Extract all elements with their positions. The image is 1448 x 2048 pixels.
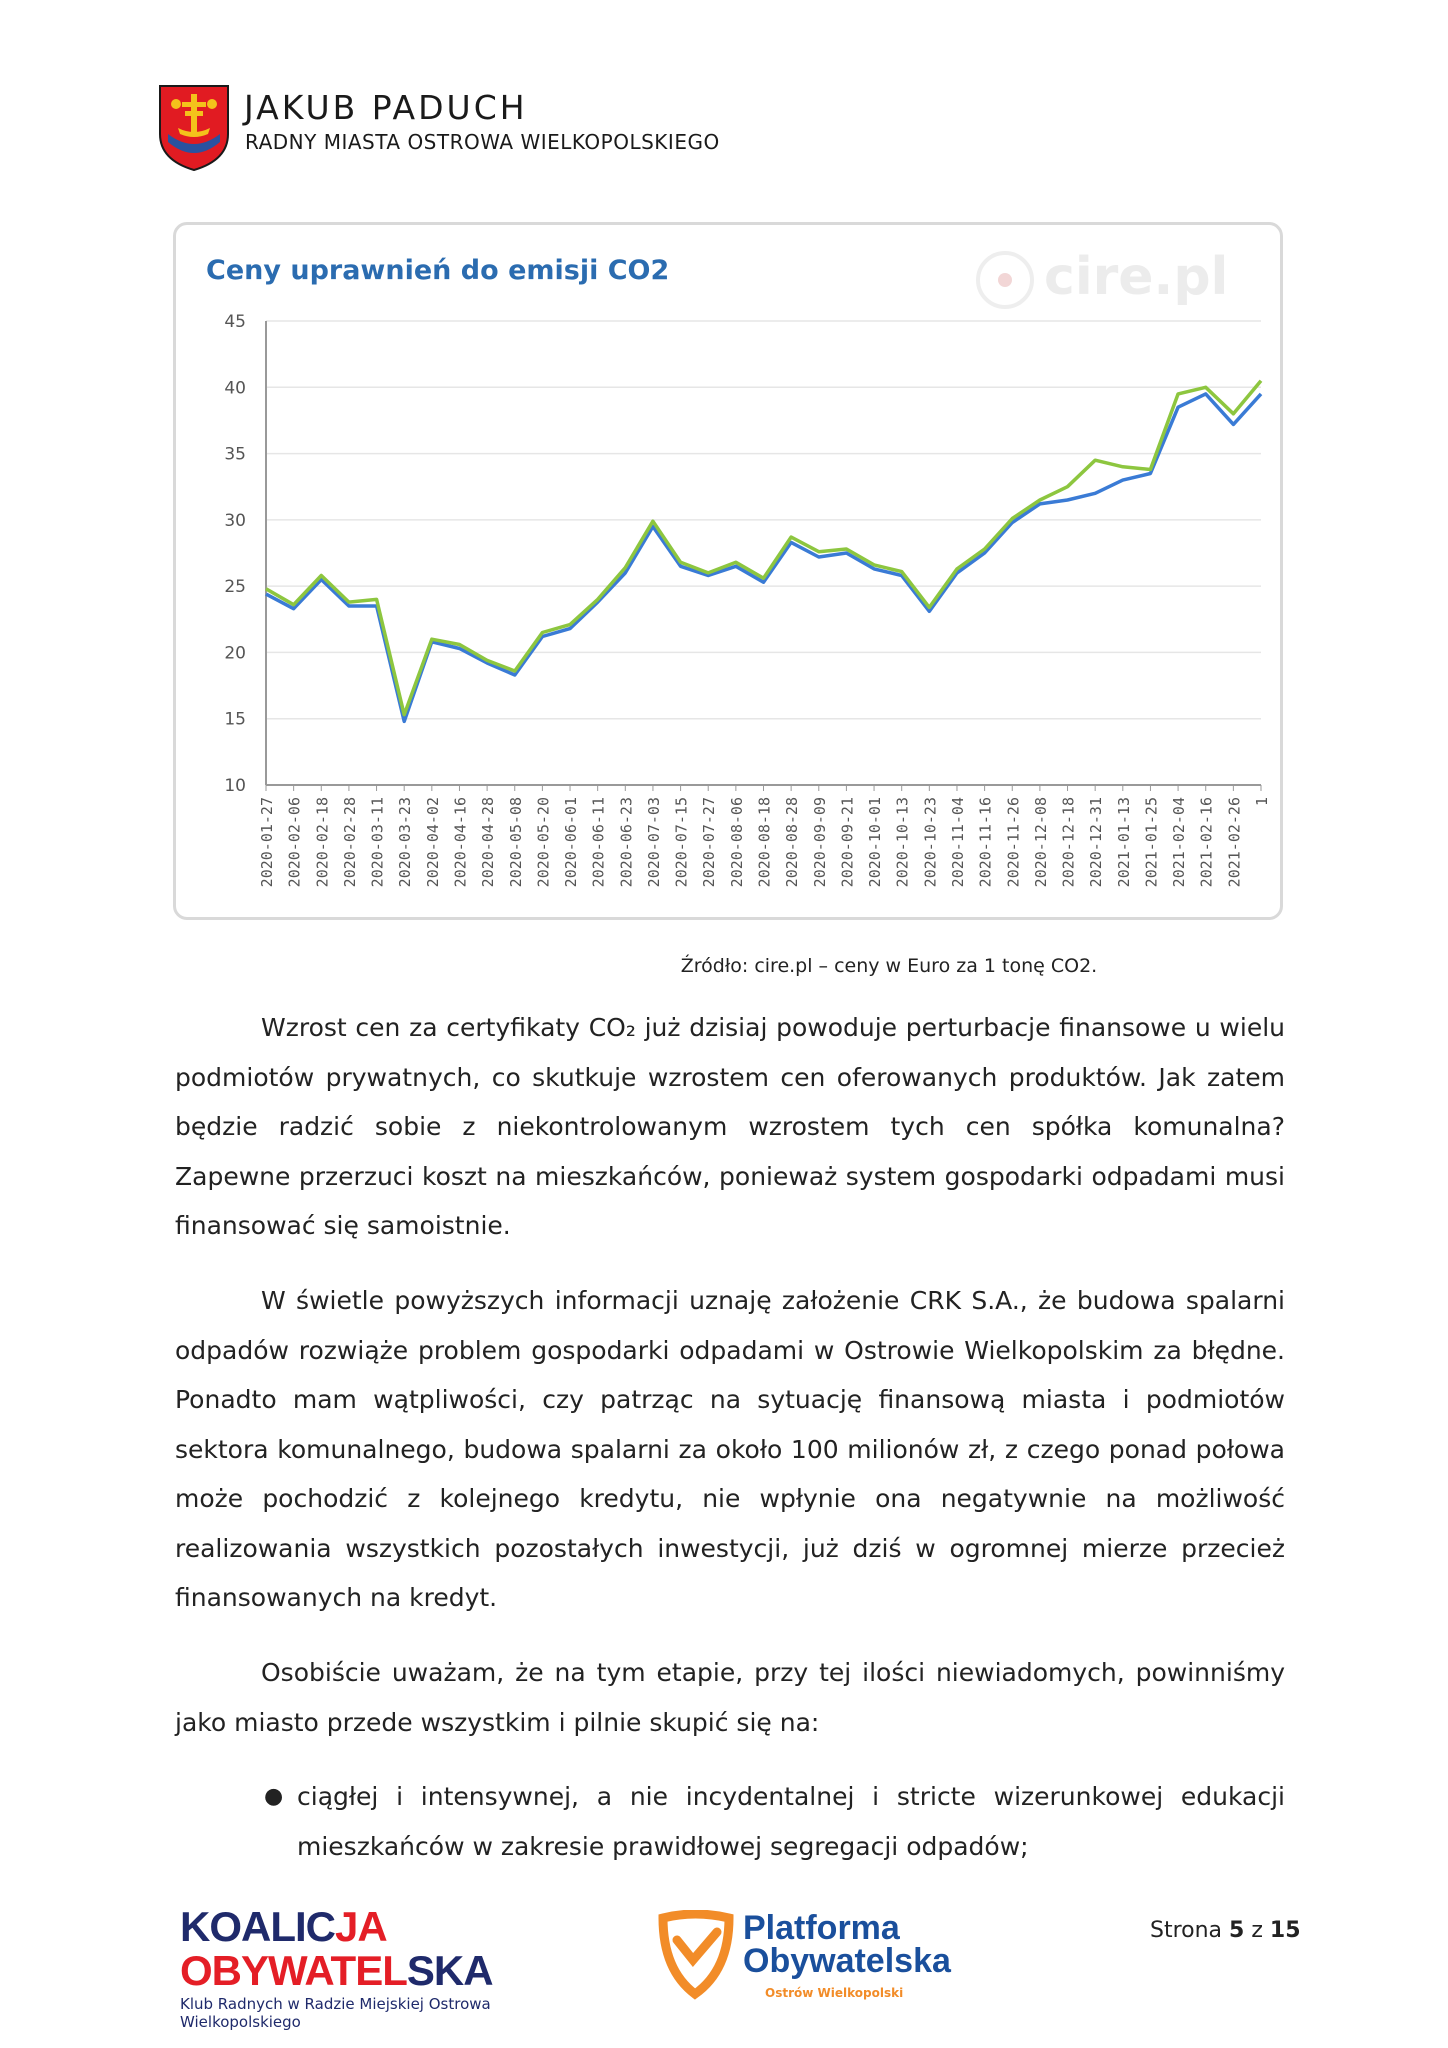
x-tick-label: 2020-02-28 — [340, 797, 359, 888]
x-tick-label: 2020-12-31 — [1087, 797, 1106, 888]
x-tick-label: 2020-10-23 — [921, 797, 940, 888]
koalicja-logo: KOALICJA OBYWATELSKA Klub Radnych w Radzie Miejskiej Ostrowa Wielkopolskiego — [180, 1903, 493, 2031]
x-tick-label: 2020-08-18 — [755, 797, 774, 888]
platforma-logo: Platforma Obywatelska Ostrów Wielkopolski — [655, 1910, 975, 2010]
x-tick-label: 2020-01-27 — [258, 797, 276, 888]
y-tick-label: 35 — [224, 444, 246, 465]
x-tick-label: 2020-07-27 — [700, 797, 719, 888]
x-tick-label: 2020-04-28 — [479, 797, 498, 888]
x-tick-label: 2020-06-23 — [617, 797, 636, 888]
x-tick-label: 2020-02-18 — [313, 797, 332, 888]
x-tick-label: 2020-03-11 — [368, 797, 387, 888]
x-tick-label: 2020-10-13 — [893, 797, 912, 888]
x-tick-label: 2020-09-21 — [838, 797, 857, 888]
x-tick-label: 2020-11-16 — [976, 797, 995, 888]
x-tick-label: 2021-02-26 — [1225, 797, 1244, 888]
x-tick-label: 2020-04-02 — [423, 797, 442, 888]
x-tick-label: 2021-02-04 — [1170, 797, 1189, 888]
series-line-1 — [266, 394, 1261, 722]
page-header — [158, 84, 1058, 174]
chart-title: Ceny uprawnień do emisji CO2 — [206, 255, 670, 286]
x-tick-label: 2020-12-08 — [1031, 797, 1050, 888]
y-tick-label: 40 — [224, 378, 246, 399]
coat-of-arms-icon — [158, 84, 230, 172]
x-tick-label: 2020-06-11 — [589, 797, 608, 888]
x-tick-label: 2020-08-06 — [727, 797, 746, 888]
chart-plot — [176, 225, 1280, 917]
author-role: RADNY MIASTA OSTROWA WIELKOPOLSKIEGO — [245, 130, 720, 154]
chart-watermark: cire.pl — [976, 247, 1228, 309]
y-tick-label: 30 — [224, 510, 246, 531]
x-tick-label: 2020-09-09 — [810, 797, 829, 888]
paragraph-1: Wzrost cen za certyfikaty CO₂ już dzisiaj powoduje perturbacje finansowe u wielu podmiotów prywatnych, co skutkuje wzrostem cen oferowanych produktów. Jak zatem będzie radzić sobie z niekontrolowanym wzrostem tych cen spółka komunalna? Zapewne przerzuci koszt na mieszkańców, ponieważ system gospodarki odpadami musi finansować się samoistnie. — [175, 1013, 1285, 1240]
x-tick-label: 2020-11-26 — [1004, 797, 1023, 888]
x-tick-label: 2021-01-13 — [1114, 797, 1133, 888]
author-name: JAKUB PADUCH — [244, 88, 528, 127]
x-tick-label: 2020-11-04 — [948, 797, 967, 888]
series-line-2 — [266, 381, 1261, 715]
chart-caption: Źródło: cire.pl – ceny w Euro za 1 tonę CO2. — [680, 955, 1098, 977]
list-item: ciągłej i intensywnej, a nie incydentalnej i stricte wizerunkowej edukacji mieszkańców w zakresie prawidłowej segregacji odpadów; — [297, 1782, 1285, 1861]
x-tick-label: 1 — [1253, 797, 1271, 807]
x-tick-label: 2020-04-16 — [451, 797, 470, 888]
x-tick-label: 2020-05-20 — [534, 797, 553, 888]
x-tick-label: 2020-07-03 — [644, 797, 663, 888]
x-tick-label: 2020-02-06 — [285, 797, 304, 888]
y-tick-label: 25 — [224, 577, 246, 598]
co2-price-chart — [173, 222, 1283, 920]
x-tick-label: 2020-08-28 — [783, 797, 802, 888]
x-tick-label: 2020-12-18 — [1059, 797, 1078, 888]
y-tick-label: 45 — [224, 312, 246, 332]
bullet-icon: ● — [264, 1784, 284, 1809]
y-tick-label: 15 — [224, 709, 246, 730]
y-tick-label: 10 — [224, 776, 246, 796]
paragraph-3: Osobiście uważam, że na tym etapie, przy tej ilości niewiadomych, powinniśmy jako miasto przede wszystkim i pilnie skupić się na: — [175, 1658, 1285, 1737]
x-tick-label: 2020-03-23 — [396, 797, 415, 888]
x-tick-label: 2021-01-25 — [1142, 797, 1161, 888]
paragraph-2: W świetle powyższych informacji uznaję założenie CRK S.A., że budowa spalarni odpadów rozwiąże problem gospodarki odpadami w Ostrowie Wielkopolskim za błędne. Ponadto mam wątpliwości, czy patrząc na sytuację finansową miasta i podmiotów sektora komunalnego, budowa spalarni za około 100 milionów zł, z czego ponad połowa może pochodzić z kolejnego kredytu, nie wpłynie ona negatywnie na możliwość realizowania wszystkich pozostałych inwestycji, już dziś w ogromnej mierze przecież finansowanych na kredyt. — [175, 1286, 1285, 1612]
x-tick-label: 2021-02-16 — [1197, 797, 1216, 888]
x-tick-label: 2020-05-08 — [506, 797, 525, 888]
x-tick-label: 2020-07-15 — [672, 797, 691, 888]
x-tick-label: 2020-06-01 — [562, 797, 581, 888]
y-tick-label: 20 — [224, 643, 246, 664]
x-tick-label: 2020-10-01 — [866, 797, 885, 888]
page-number: Strona 5 z 15 — [1150, 1918, 1301, 1943]
po-shield-icon — [655, 1910, 737, 2000]
